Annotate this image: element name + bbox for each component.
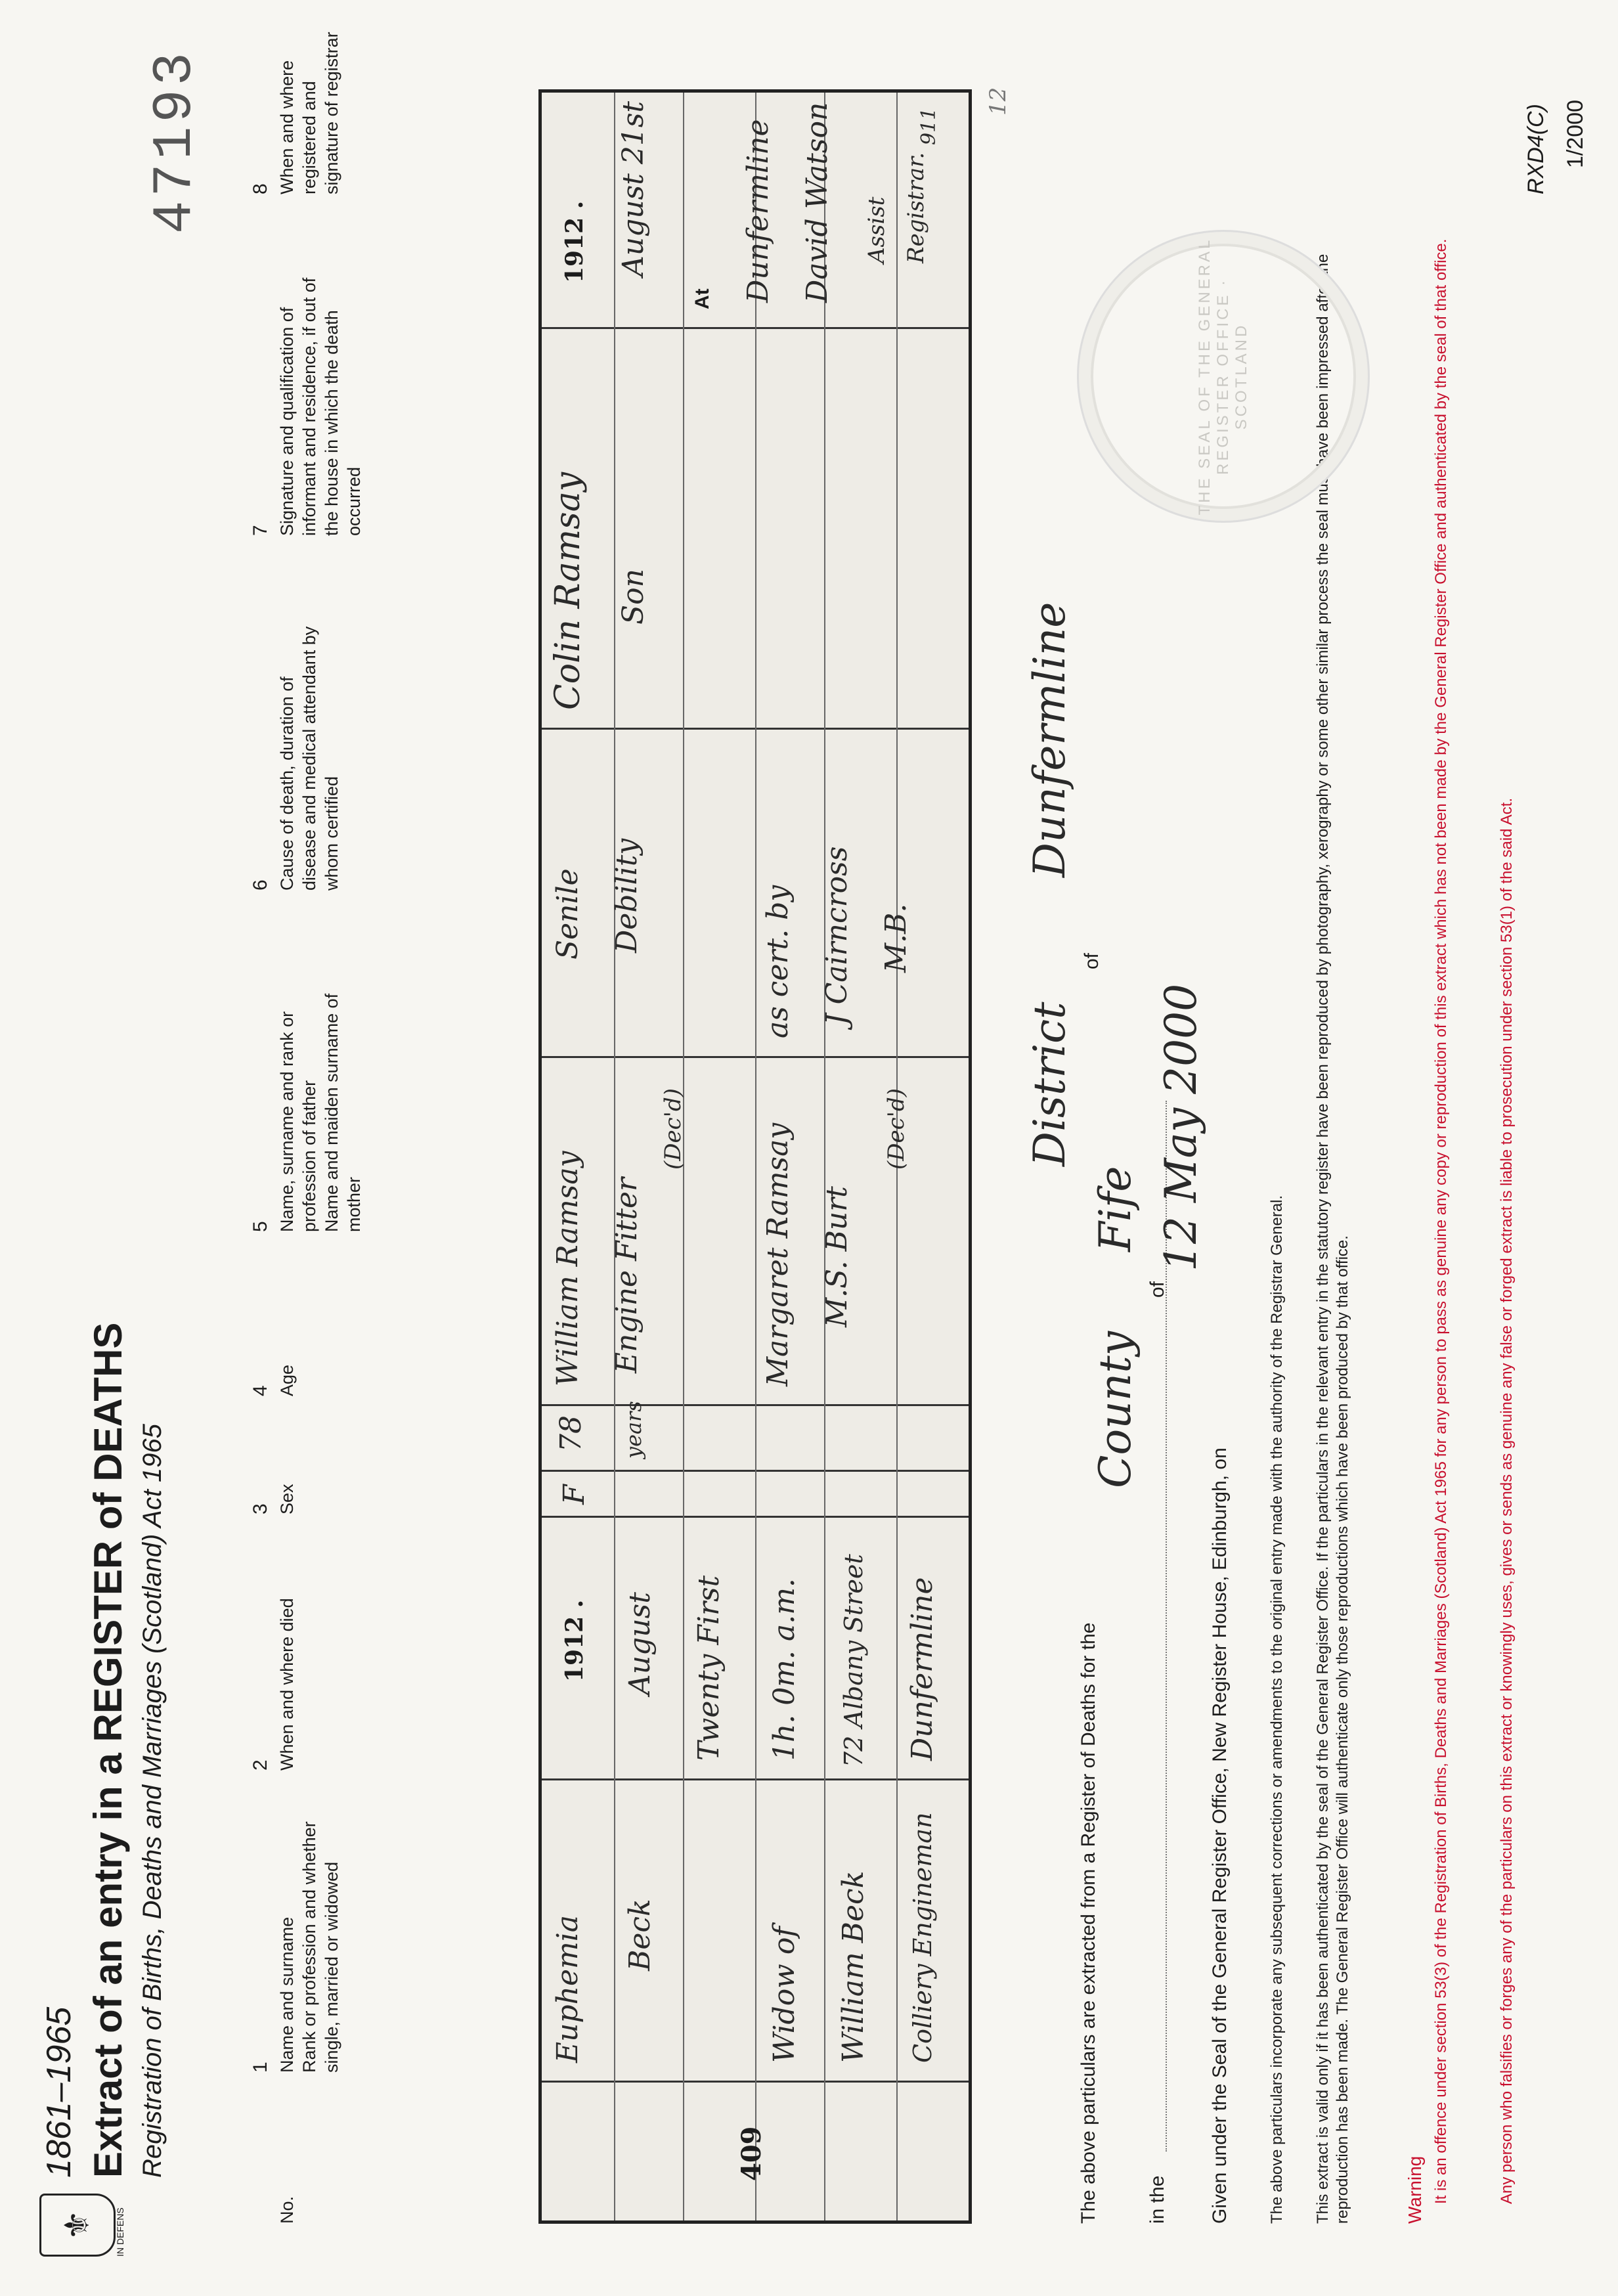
- register-entry-table: [538, 89, 972, 2224]
- years-heading: 1861–1965: [40, 2006, 78, 2178]
- crest-label: IN DEFENS: [115, 2207, 125, 2257]
- father-occupation: Engine Fitter: [610, 1177, 644, 1373]
- certifying-doctor: J Cairncross: [820, 846, 854, 1025]
- col-num-8: 8: [250, 183, 271, 194]
- col-head-8: When and where registered and signature of registrar: [277, 32, 341, 194]
- mother-name: Margaret Ramsay: [761, 1122, 795, 1386]
- registration-place: Dunfermline: [741, 119, 775, 303]
- col-num-1: 1: [250, 2062, 271, 2073]
- spouse-occupation: Colliery Engineman: [908, 1812, 937, 2063]
- col-head-no: No.: [277, 2196, 297, 2224]
- margin-mark: 12: [985, 87, 1011, 116]
- document-subtitle: Registration of Births, Deaths and Marriages (Scotland) Act 1965: [138, 1424, 167, 2178]
- informant-qualification: Son: [617, 569, 650, 625]
- registration-at-label: At: [691, 288, 713, 309]
- embossed-seal: THE SEAL OF THE GENERAL REGISTER OFFICE · SCOTLAND: [1077, 230, 1370, 523]
- issue-date: 12 May 2000: [1156, 983, 1206, 1271]
- county-of: of: [1147, 1281, 1168, 1298]
- col-num-4: 4: [250, 1385, 271, 1396]
- death-place-street: 72 Albany Street: [839, 1554, 868, 1767]
- death-day: Twenty First: [692, 1575, 726, 1761]
- royal-crest-icon: ⚜: [39, 2194, 116, 2257]
- page-mark: 911: [917, 107, 940, 145]
- extract-statement: [1077, 1623, 1101, 2224]
- deceased-forename: Euphemia: [551, 1914, 584, 2063]
- age-unit: years: [621, 1401, 646, 1459]
- father-name: William Ramsay: [551, 1151, 584, 1386]
- registration-date: August 21st: [617, 100, 650, 276]
- in-the-label: in the: [1147, 2175, 1168, 2224]
- warning-forgery: Any person who falsifies or forges any of the particulars on this extract or knowingly uses, gives or sends as genuine any false or forged extract is liable to prosecution under section 53(1) of the said Act.: [1498, 797, 1516, 2204]
- entry-number: 409: [736, 2126, 767, 2181]
- col-head-7: Signature and qualification of informant and residence, if out of the house in which the death occurred: [277, 277, 364, 536]
- father-deceased: (Dec'd): [660, 1088, 686, 1170]
- district-of: of: [1081, 952, 1103, 969]
- cause-line-2: Debility: [610, 838, 644, 953]
- warning-offence: It is an offence under section 53(3) of the Registration of Births, Deaths and Marriages (Scotland) Act 1965 for any person to pass as genuine any copy or reproduction of this extract which has not been made by the General Register Office and authenticated by the seal of that office.: [1432, 238, 1450, 2204]
- county-name: Fife: [1090, 1166, 1141, 1252]
- col-num-7: 7: [250, 525, 271, 536]
- col-head-4: Age: [277, 1364, 297, 1396]
- spouse-name: William Beck: [837, 1870, 870, 2063]
- marital-status: Widow of: [768, 1926, 801, 2063]
- informant-signature: Colin Ramsay: [548, 472, 588, 710]
- registration-year: 1912 .: [561, 200, 588, 283]
- cause-line-1: Senile: [551, 868, 584, 960]
- given-under-seal: Given under the Seal of the General Register Office, New Register House, Edinburgh, on: [1209, 1447, 1231, 2224]
- sex-value: F: [558, 1484, 591, 1505]
- col-num-2: 2: [250, 1759, 271, 1771]
- deceased-surname: Beck: [623, 1899, 657, 1971]
- col-head-1: Name and surname Rank or profession and whether single, married or widowed: [277, 1821, 341, 2073]
- warning-title: Warning: [1405, 2155, 1425, 2224]
- death-time: 1h. 0m. a.m.: [768, 1578, 801, 1761]
- col-head-6: Cause of death, duration of disease and medical attendant by whom certified: [277, 626, 341, 891]
- death-year: 1912 .: [561, 1599, 588, 1682]
- certified-by-label: as cert. by: [761, 885, 795, 1038]
- county-word: County: [1090, 1331, 1141, 1488]
- form-date: 1/2000: [1563, 100, 1588, 168]
- col-head-5: Name, surname and rank or profession of father Name and maiden surname of mother: [277, 993, 364, 1232]
- reference-number: 47193: [144, 48, 207, 234]
- mother-deceased: (Dec'd): [883, 1088, 909, 1170]
- col-num-6: 6: [250, 879, 271, 891]
- district-word: District: [1024, 1002, 1075, 1166]
- col-head-2: When and where died: [277, 1598, 297, 1771]
- form-code: RXD4(C): [1523, 104, 1548, 194]
- death-month: August: [623, 1592, 657, 1695]
- document-title: Extract of an entry in a REGISTER of DEATHS: [86, 1322, 130, 2178]
- registrar-signature: David Watson: [800, 102, 834, 303]
- death-place-town: Dunfermline: [906, 1577, 939, 1761]
- col-head-3: Sex: [277, 1484, 297, 1514]
- col-num-5: 5: [250, 1221, 271, 1232]
- age-value: 78: [554, 1415, 588, 1452]
- mother-maiden-name: M.S. Burt: [820, 1186, 854, 1327]
- extract-statement-text: The above particulars are extracted from a Register of Deaths for the: [1078, 1622, 1099, 2224]
- district-name: Dunfermline: [1024, 602, 1075, 877]
- doctor-qualification: M.B.: [879, 903, 913, 973]
- col-num-3: 3: [250, 1503, 271, 1514]
- amendments-note: The above particulars incorporate any subsequent corrections or amendments to the original entry made with the authority of the Registrar General.: [1268, 1195, 1286, 2224]
- validity-note: This extract is valid only if it has been authenticated by the seal of the General Register Office. If the particulars in the relevant entry in the statutory register have been reproduced by photography, xerography or some other similar process the seal must have been impressed after the reproduction has been made. The General Register Office will authenticate only those reproductions which have been produced by that office.: [1314, 254, 1351, 2224]
- registrar-title: Assist Registrar.: [864, 152, 929, 263]
